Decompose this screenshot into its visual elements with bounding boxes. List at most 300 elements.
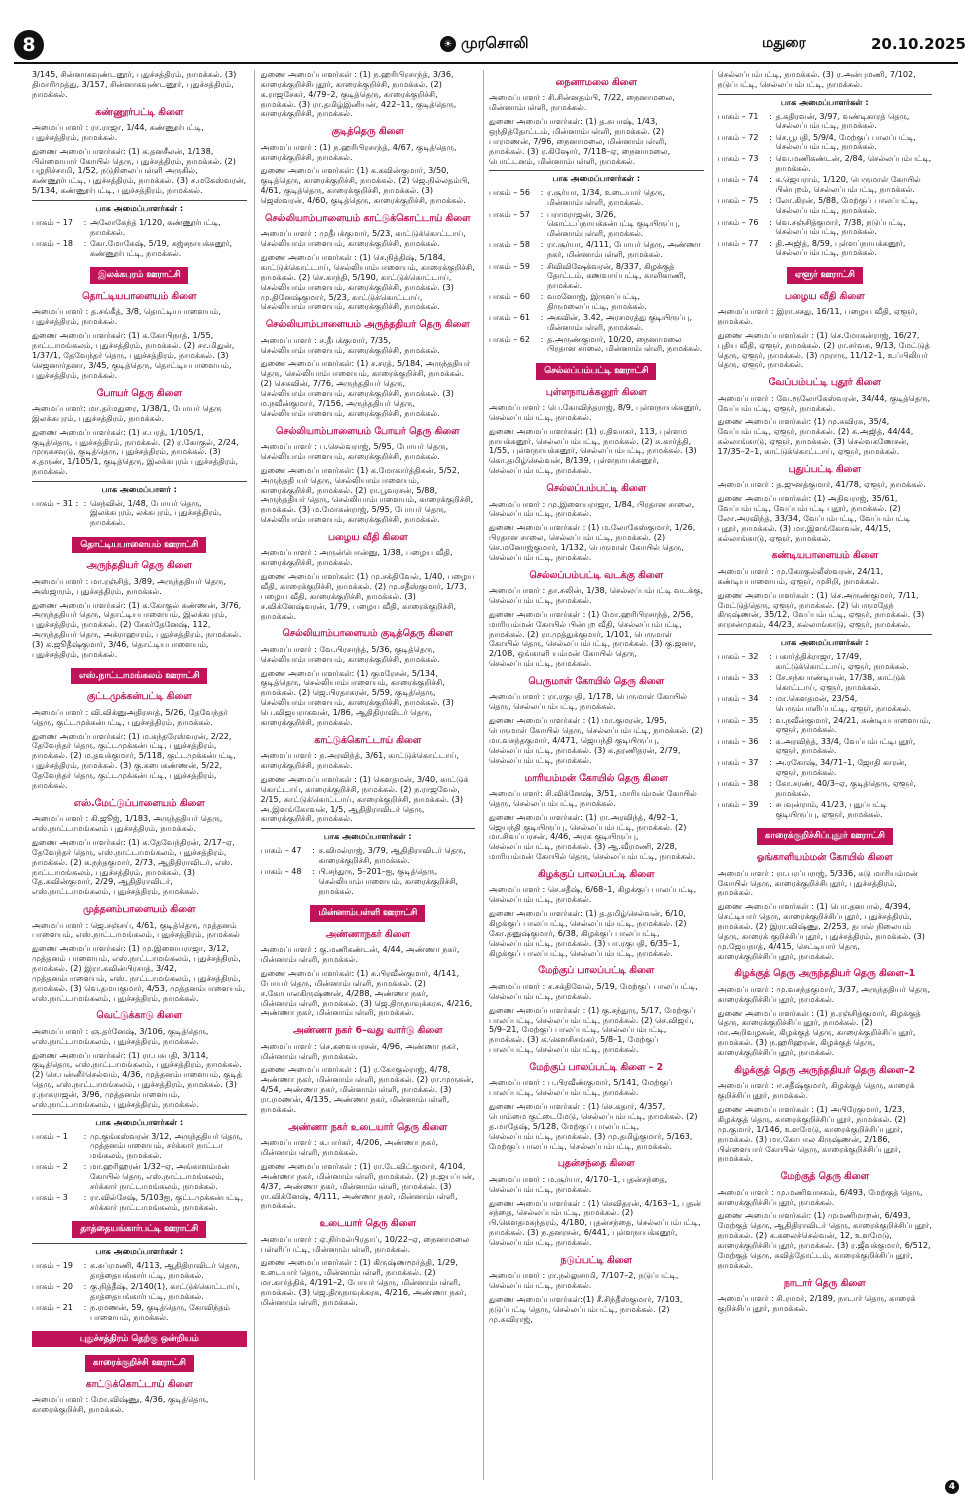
booth-row [718, 693, 933, 714]
member-entry: துணை அமைப்பாளர்கள்: (1) முமணிமாறன், 6/493, மேற்குத் தெரு, ஆதிதிராவிடர் தெரு, காரைக்குறிச்சிப்புதூர், நாமக்கல். (2) க.கலைச்செல்வன், 12, உளமேடு, காரைக்குறிச்சிப்புதூர், நாமக்கல். (3) ர.ஜீவக்குமார், 6/512, மேற்குத் தெரு, சுவித்தோட்டம், காரைக்குறிச்சிப்புதூர், நாமக்கல். [717, 1210, 932, 1270]
member-entry: அமைப்பாளர் : அருன்பொன்னு, 1/38, பழைய வீதி, காரைக்குறிச்சி, நாமக்கல். [260, 547, 453, 568]
member-entry: துணை அமைப்பாளர்கள் : (1) செ.மோகன்ராஜ், 16/27, புதிய வீதி, ஏளூர், நாமக்கல். (2) ரா.சர்வசு, 9/13, மேட்டுத் தெரு, ஏளூர், நாமக்கல். (3) முராரு, 11/12–1, உப்பிலியர் தெரு, ஏளூர், நாமக்கல். [717, 329, 930, 370]
booth-number: பாகம் – 31 : [32, 498, 79, 508]
booth-row [261, 845, 476, 866]
booth-organiser: க.ஜெயராம், 1/120, பெருமாள் கோயில் பின்புறம், செல்லப்பம்பட்டி, நாமக்கல். [775, 175, 921, 194]
member-entry: அமைப்பாளர் : இரா.சசது, 16/11, பழைய வீதி, ஏளூர், நாமக்கல். [717, 306, 918, 326]
section-rule [32, 481, 247, 482]
member-entry: அமைப்பாளர் : (1) ந.ஹரிபிரசாந்த், 4/67, குடித்தெரு, காரைக்குறிச்சி, நாமக்கல். [260, 141, 457, 162]
booth-organisers-table [32, 1260, 247, 1324]
booth-number: பாகம் – 19 [32, 1260, 73, 1270]
member-entry: துணை அமைப்பாளர்கள் : (1) பொ.தனபால், 4/394, செட்டியார் தெரு, காரைக்குறிச்சிப்புதூர், புதுச்சத்திரம், நாமக்கல். (2) இரா.விஷ்ணு, 2/253, தபால் நிலையம் தெரு, காரைக் குறிச்சிப்புதூர், புதுச்சத்திரம், நாமக்கல். (3) மு.ஜேயநாத், 4/415, செட்டியார் தெரு, காரைக்குறிச்சிப்புதூர், நாமக்கல். [717, 901, 925, 961]
booth-number: பாகம் – 76 [717, 217, 759, 227]
booth-number: பாகம் – 35 [717, 715, 759, 725]
booth-organisers-title: பாக அமைப்பாளர்கள் : [95, 1116, 184, 1127]
booth-organiser: ரா.வில்சேஷ், 5/103ஐ, குட்டமுக்கன்பட்டி, சர்க்கார் நாட்டாமங்கலம், நாமக்கல். [90, 1193, 244, 1212]
booth-number: பாகம் – 61 [489, 313, 530, 323]
booth-organiser: ரா.சூர்யா, 4/111, போயர் தெரு, அண்ணா நகர், மின்னாம்பள்ளி, நாமக்கல். [547, 240, 701, 259]
booth-organiser: செந்வின், 1/48, போயர் தெரு, இலக்கபுரம், லக்கபுரம், புதுச்சத்திரம், நாமக்கல். [90, 498, 222, 528]
booth-colon: : [769, 673, 772, 683]
branch-heading: செல்லப்பம்பட்டி வடக்கு கிளை [529, 569, 664, 581]
booth-number: பாகம் – 34 [717, 694, 759, 704]
booth-row [261, 866, 476, 897]
branch-heading: கிழக்குத் தெரு அருந்ததியர் தெரு கிளை–2 [734, 1064, 916, 1076]
booth-colon: : [769, 694, 772, 704]
member-entry: துணை அமைப்பாளர்கள்: (1) ச.பரத், 1/105/1, குடித்தெரு, புதுச்சத்திரம், நாமக்கல். (2) ர.கோகுல், 2/24, முருகசவுடு, குடித்தெரு, புதுச்சத்திரம், நாமக்கல். (3) ச.தருண், 1/105/1, குடித்தெரு, இலக்கபுரம் புதுச்சத்திரம், நாமக்கல். [32, 426, 239, 477]
member-entry: அமைப்பாளர் : ச.தீபக்குமார், 7/35, செல்லியாம்பாளையம், காரைக்குறிச்சி, நாமக்கல். [260, 334, 440, 355]
booth-row [489, 291, 704, 312]
branch-heading: செல்லியாம்பாளையம் குடித்தெரு கிளை [282, 628, 454, 640]
member-entry: அமைப்பாளர் : வி.விக்னுஅதிரசாத், 5/26, தேவேந்தர் தெரு, குட்டமுக்கன்பட்டி, புதுச்சத்திரம், நாமக்கல். [32, 706, 228, 727]
section-rule [32, 1243, 247, 1244]
member-entry: அமைப்பாளர் : வே.ரூலோகேஸ்வரன், 34/44, குடித்தெரு, வேப்பம்பட்டி, ஏளூர், நாமக்கல். [717, 392, 931, 413]
booth-number: பாகம் – 72 [717, 132, 759, 142]
member-entry: அமைப்பாளர் : கி.ஜூஜ், 1/183, அருந்ததியர் தெரு, எஸ்.நாட்டாமங்கலம் புதுச்சத்திரம், நாமக்கல். [32, 813, 223, 834]
booth-organiser: மு.குங்கஸ்வரன் 3/12, அருந்ததியர் தெரு, முத்தனம்பாளையம், சர்க்கார் நாட்டா மங்கலம், நாமக்கல். [90, 1131, 243, 1160]
booth-colon: : [540, 188, 544, 198]
member-entry: அமைப்பாளர் : த.சங்கீத், 3/8, தொட்டியபாளையம், புதுச்சத்திரம், நாமக்கல். [32, 306, 221, 327]
member-entry: துணை அமைப்பாளர்கள் : (1) கிருஷ்ணமூர்த்தி, 1/29, உடையார் தெரு, மின்னாம்பள்ளி, நாமக்கல். (2) மா.கார்த்திக், 4/191–2, போயர் தெரு, மின்னாம்பள்ளி, நாமக்கல். (3) ஜெ.திருநாவுக்கரசு, 4/216, அண்ணா நகர், மின்னாம்பள்ளி, நாமக்கல். [260, 1257, 467, 1307]
branch-heading: மேற்குத் தெரு கிளை [780, 1171, 870, 1183]
booth-organiser: ச.விமல்ராஜ், 3/79, ஆதிதிராவிடர் தெரு, காரைக்குறிச்சி, நாமக்கல். [318, 846, 466, 865]
header-rule [14, 62, 958, 64]
booth-colon: : [540, 261, 544, 271]
member-entry: அமைப்பாளர் : ரா.ராஜா, 1/44, கண்ணூர்பட்டி, புதுச்சத்திரம், நாமக்கல். [32, 122, 204, 142]
booth-organiser: கோ.மோகேஷ், 5/19, கஜ்சநாயக்கனூர், கண்ணூர்பட்டி, நாமக்கல். [90, 239, 233, 258]
member-entry: துணை அமைப்பாளர்கள்: (1) ம.சுந்தரேஸ்வரன், 2/22, தேவேந்தர் தெரு, குட்டமுக்கன்பட்டி, புதுச்சத்திரம், நாமக்கல். (2) ம.தவக்குமார், 5/118, குட்டமுக்கன்பட்டி, புதுச்சத்திரம், நாமக்கல். (3) கு.கபைகண்ணன், 5/22, தேவேந்தர் தெரு, குட்டமுக்கன்பட்டி, புதுச்சத்திரம், நாமக்கல். [32, 730, 236, 790]
member-entry: துணை அமைப்பாளர்கள் : (1) செ.கதார், 4/357, பொம்மை குட்டைமேடு, செல்லப்பம்பட்டி, நாமக்கல். (2) த.மாதேஷ், 5/128, மேற்குப் பாலப்பட்டி, செல்லப்பம்பட்டி, நாமக்கல். (3) மு.தமிழ்குமார், 5/163, மேற்குப் பாலப்பட்டி, செல்லப்பம்பட்டி, நாமக்கல். [489, 1101, 698, 1151]
branch-heading: அண்ணாநகர் கிளை [325, 928, 410, 940]
edition-city: மதுரை [762, 35, 806, 51]
branch-heading: அண்ணா நகர் உடையார் தெரு கிளை [288, 1121, 448, 1133]
booth-number: பாகம் – 77 [717, 238, 759, 248]
booth-organiser: பகார்த்திக்ராஜா, 17/49, காட்டுக்கொட்டாய், ஏளூர், நாமக்கல். [775, 651, 909, 671]
booth-colon: : [540, 313, 544, 323]
member-entry: அமைப்பாளர்: மா.தர்மதுரை, 1/38/1, போயர் தெரு இலக்கபுரம், புதுச்சத்திரம், நாமக்கல். [32, 402, 222, 423]
branch-heading: புள்ளநாயக்கனூர் கிளை [545, 386, 647, 398]
member-entry: அமைப்பாளர் : தா.சுலின், 1/38, செல்லப்பம்பட்டி வடக்கு, செல்லப்பம்பட்டி, நாமக்கல். [489, 585, 704, 605]
banner-label: ஏளூர் ஊராட்சி [787, 267, 863, 284]
section-rule [718, 94, 933, 95]
branch-heading: புதன்சந்தை கிளை [557, 1158, 635, 1170]
booth-number: பாகம் – 38 [717, 779, 759, 789]
member-entry: அமைப்பாளர் : மோ.விஷ்ணு, 4/36, குடித்தெரு, காரைக்குறிச்சி, நாமக்கல். [32, 1394, 209, 1415]
branch-heading: வெட்டுக்காடு கிளை [96, 1010, 183, 1022]
member-entry: அமைப்பாளர் : வே.பிரசாந்த், 5/36, குடித்தெரு, செல்லியாம்பாளையம், காரைக்குறிச்சி, நாமக்கல். [260, 643, 440, 664]
branch-heading: வேப்பம்பட்டி புதூர் கிளை [768, 377, 881, 389]
booth-number: பாகம் – 3 [32, 1193, 68, 1203]
booth-colon: : [769, 238, 772, 248]
banner-label: தொட்டியபாளையம் ஊராட்சி [72, 537, 206, 554]
branch-heading: பெருமாள் கோயில் தெரு கிளை [528, 676, 665, 688]
booth-colon: : [769, 153, 772, 163]
branch-heading: அருந்ததியர் தெரு கிளை [86, 560, 192, 572]
banner-label: புதுச்சத்திரம் தெற்கு ஒன்றியம் [32, 1331, 247, 1348]
booth-row [718, 111, 933, 132]
branch-heading: செல்லியாம்பாளையம் அருந்ததியர் தெரு கிளை [265, 319, 470, 331]
panchayat-banner [32, 1221, 247, 1238]
member-entry: துணை அமைப்பாளர்கள்: (1) குமரேசன், 5/134, குடித்தெரு, செல்லியாம்பாளையம், காரைக்குறிச்சி, நாமக்கல். (2) ஜெ.பிரதாகரன், 5/59, குடித்தெரு, செல்லியாம்பாளையம், காரைக்குறிச்சி, நாமக்கல். (3) பெ.விஜயராகவன், 1/86, ஆதிதிராவிடர் தெரு, காரைக்குறிச்சி, நாமக்கல். [260, 667, 454, 727]
masthead [440, 34, 529, 54]
column-4 [718, 70, 933, 1480]
member-entry: துணை அமைப்பாளர்கள்: (1) ரா.பசுபதி, 3/114, குடித்தெரு, எஸ்.நாட்டாமங்கலம், புதுச்சத்திரம், நாமக்கல். (2) செ.பன்னீர்செல்வம், 4/36, முத்தனம்பாளையம், குடித் தெரு, எஸ்.நாட்டாமங்கலம், புதுச்சத்திரம், நாமக்கல். (3) ர.நாகராஜன், 3/96, முத்தனம்பாளையம், எஸ்.நாட்டாமங்கலம், புதுச்சத்திரம், நாமக்கல். [32, 1049, 243, 1109]
booth-number: பாகம் – 21 [32, 1303, 73, 1313]
member-entry: துணை அமைப்பாளர்கள்: (1) மு.சக்திவேல், 1/40, பழைய வீதி, காரைக்குறிச்சி, நாமக்கல். (2) மு.சதீஸ்குமார், 1/73, பழைய வீதி, காரைக்குறிச்சி, நாமக்கல். (3) ச.விக்னேஷ்வரன், 1/79, பழைய வீதி, காரைக்குறிச்சி, நாமக்கல். [260, 571, 475, 621]
section-rule [32, 1114, 247, 1115]
branch-heading: உடையார் தெரு கிளை [319, 1218, 416, 1230]
booth-number: பாகம் – 56 [489, 188, 530, 198]
member-entry: அமைப்பாளர் : ஏ.நிர்மல்பிரதாப், 10/22–ஏ, நைனாமலை பள்ளிப்பட்டி, மின்னாம்பள்ளி, நாமக்கல். [260, 1233, 470, 1254]
branch-heading: மேற்குப் பாலப்பட்டி கிளை [538, 965, 655, 977]
member-entry: அமைப்பாளர் : கு.மணிகண்டன், 4/44, அண்ணா நகர், மின்னாம்பள்ளி, நாமக்கல். [260, 944, 460, 965]
member-entry: துணை அமைப்பாளர்கள் : (1) ந.ஹரிபிரசாந்த், 3/36, காரைக்குறிச்சிபுதூர், காரைக்குறிச்சி, நாமக்கல். (2) க.ராஜசேகர், 4/79–2, குடித்தெரு, காரைக்குறிச்சி, நாமக்கல். (3) ரா.தமிழ்இனியன், 422–11, குடித்தெரு, காரைக்குறிச்சி, நாமக்கல். [260, 70, 457, 119]
banner-label: செல்லப்பம்பட்டி ஊராட்சி [536, 363, 656, 380]
section-rule [261, 828, 476, 829]
page-number: 8 [14, 30, 44, 60]
member-entry: அமைப்பாளர் : ப.பிரவீண்குமார், 5/141, மேற்குப் பாலப்பட்டி, செல்லப்பம்பட்டி, நாமக்கல். [489, 1077, 673, 1098]
member-entry: அமைப்பாளர் : ரா.பரப்பராஜ், 5/336, சுடு மாரியம்மன் கோயில் தெரு, காரைக்குறிச்சிபுதூர், புதுச்சத்திரம், நாமக்கல். [717, 867, 918, 898]
booth-organisers-table [261, 845, 476, 897]
booth-organiser: கு.நித்தீஷ், 2/140(1), காட்டுக்கொட்டாய், தாத்தையங்கார்பட்டி, நாமக்கல். [90, 1282, 240, 1301]
booth-colon: : [769, 800, 772, 810]
booth-colon: : [83, 239, 87, 249]
panchayat-banner [32, 537, 247, 554]
booth-organiser: மா.ஹரிஹரன் 1/32–ஏ, அங்காளம்மன் கோயில் தெரு, எஸ்.நாட்டாமங்கலம், சர்க்கார் நாட்டாமங்கலம், நாமக்கல். [90, 1162, 230, 1191]
branch-heading: முத்தனம்பாளையம் கிளை [83, 904, 196, 916]
branch-heading: கிழக்குப் பாலப்பட்டி கிளை [537, 868, 655, 880]
booth-organiser: அலோகேந்த் 1/120, கண்ணூர்பட்டி, நாமக்கல். [90, 217, 221, 237]
member-entry: அமைப்பாளர் : க.பார்கர், 4/206, அண்ணா நகர், மின்னாம்பள்ளி, நாமக்கல். [260, 1137, 439, 1158]
booth-organisers-title: பாக அமைப்பாளர்கள் : [323, 831, 412, 842]
member-entry: துணை அமைப்பாளர்கள்: (1) க.தேவேந்திரன், 2/17–ஏ, தேவேந்தர் தெரு, எஸ்.நாட்டாமங்கலம், புதுச்சத்திரம், நாமக்கல். (2) க.நந்தகுமார், 2/73, ஆதிதிராவிடர், எஸ். நாட்டாமங்கலம், புதுச்சத்திரம், நாமக்கல். (3) தே.கவின்குமார், 2/29, ஆதிதிராவிடர், எஸ்.நாட்டாமங்கலம், புதுச்சத்திரம், நாமக்கல். [32, 836, 235, 897]
booth-organisers-table [489, 187, 704, 355]
booth-organiser: த.கதிரவன், 3/97, வண்டிகாரத் தெரு, செல்லப்பம்பட்டி, நாமக்கல். [775, 111, 910, 131]
booth-number: பாகம் – 75 [717, 196, 759, 206]
booth-organiser: மா.கௌதமன், 23/54, பெரும்பாளிப்பட்டி, ஏளூர், நாமக்கல். [775, 694, 912, 713]
booth-row [718, 672, 933, 693]
banner-label: மின்னாம்பள்ளி ஊராட்சி [310, 905, 425, 922]
member-entry: துணை அமைப்பாளர்கள்: (1) ரா.அரவிந்த், 4/92–1, ஜெயந்தி குடியிருப்பு, செல்லப்பம்பட்டி, நாமக்கல். (2) மா.சிவப்பரசன், 4/46, அரசு குடியிருப்பு, செல்லப்பம்பட்டி, நாமக்கல். (3) ஆ.வீரமணி, 2/28, மாரியம்மன் கோயில் தெரு, செல்லப்பம்பட்டி, நாமக்கல். [489, 811, 696, 862]
booth-colon: : [769, 217, 772, 227]
booth-colon: : [769, 757, 772, 767]
booth-row [32, 1260, 247, 1281]
branch-heading: போயர் தெரு கிளை [96, 387, 182, 399]
booth-organisers-title: பாக அமைப்பாளர் : [101, 483, 177, 494]
booth-row [718, 651, 933, 672]
panchayat-banner [32, 267, 247, 284]
booth-number: பாகம் – 37 [717, 757, 759, 767]
booth-colon: : [769, 196, 772, 206]
booth-colon: : [540, 334, 544, 344]
branch-heading: புதுப்பட்டி கிளை [788, 463, 861, 475]
booth-colon: : [769, 736, 772, 746]
booth-organisers-table [32, 1131, 247, 1214]
banner-label: தாத்தையங்கார்பட்டி ஊராட்சி [72, 1221, 206, 1238]
member-entry: துணை அமைப்பாளர்கள் : (1) ம.லோகேஸ்குமார், 1/26, பிரதான சாலை, செல்லப்பம்பட்டி, நாமக்கல். (2) செ.மனோஜ்குமார், 1/132, பெருமாள் கோயில் தெரு, செல்லப்பம்பட்டி, நாமக்கல். [489, 522, 696, 562]
member-entry: துணை அமைப்பாளர்கள்: (1) மு.சுவிரசு, 35/4, வேப்பம்பட்டி, ஏளூர், நாமக்கல். (2) சு.அஜித், 44/44, கல்லாங்காடு, ஏளூர், நாமக்கல். (3) செல்வகணேசன், 17/35–2–1, காட்டுக்கொட்டாய், ஏளூர், நாமக்கல். [717, 416, 914, 456]
branch-heading: மாரியம்மன் கோயில் தெரு கிளை [524, 772, 668, 784]
branch-heading: ஓங்காளியம்மன் கோயில் கிளை [756, 852, 893, 864]
branch-heading: காட்டுக்கொட்டாய் கிளை [85, 1378, 193, 1390]
booth-colon: : [83, 1282, 87, 1292]
booth-colon: : [769, 715, 772, 725]
member-entry: அமைப்பாளர் : ச.சக்திவேல், 5/19, மேற்குப் பாலப்பட்டி, செல்லப்பம்பட்டி, நாமக்கல். [489, 980, 698, 1001]
panchayat-banner [718, 267, 933, 284]
member-entry: துணை அமைப்பாளர்கள்: (1) க.கவின்குமார், 3/50, குடித்தெரு, காரைக்குறிச்சி, நாமக்கல். (2) ஜெ.நில்லதம்பி, 4/61, குடித்தெரு, காரைக்குறிச்சி, நாமக்கல். (3) ஜெஸ்வரன், 4/60, குடித்தெரு, காரைக்குறிச்சி, நாமக்கல். [260, 165, 470, 206]
booth-organiser: சே.சந்கபாண்டியன், 17/38, காட்டுக் கொட்டாய், ஏளூர், நாமக்கல். [775, 673, 906, 692]
booth-row [489, 261, 704, 292]
member-entry: அமைப்பாளர் : மு.இளையராஜா, 1/84, பிரதான சாலை, செல்லப்பம்பட்டி, நாமக்கல். [489, 498, 695, 519]
column-3 [489, 70, 704, 1480]
member-entry: துணை அமைப்பாளர்கள்: (1) த.தமிழ்செல்வன், 6/10, கிழக்குப் பாலப்பட்டி, செல்லப்பம்பட்டி, நாமக்கல். (2) கோ.தனுஷ்குமார், 6/38, கிழக்குப் பாலப்பட்டி, செல்லப்பம்பட்டி, நாமக்கல். (3) பா.ரகுபதி, 6/35–1, கிழக்குப் பாலப்பட்டி, செல்லப்பம்பட்டி, நாமக்கல். [489, 908, 687, 958]
booth-row [718, 217, 933, 238]
booth-colon: : [83, 1162, 87, 1172]
booth-number: பாகம் – 58 [489, 240, 530, 250]
member-entry: அமைப்பாளர் : ப.செல்வராஜ், 5/95, போயர் தெரு, செல்லியாம்பாளையம், காரைக்குறிச்சி, நாமக்கல். [260, 441, 449, 461]
banner-label: காரைக்குறிச்சி ஊராட்சி [85, 1355, 194, 1372]
booth-row [32, 1281, 247, 1302]
member-entry: துணை அமைப்பாளர்கள்: (1) அதிவராஜ், 35/61, வேப்பம்பட்டி, வேப்பம்பட்டி புதூர், நாமக்கல். (2) லோ.அரவிந்த், 33/34, வேப்பம்பட்டி, வேப்பம்பட்டி புதூர், நாமக்கல். (3) மா.இளங்கோவன், 44/15, கல்லாங்காடு, ஏளூர், நாமக்கல். [717, 493, 911, 543]
branch-heading: அண்ணா நகர் 6–வது வார்டு கிளை [292, 1025, 443, 1037]
member-entry: அமைப்பாளர் : த.ஜுனத்குமார், 41/78, ஏளூர், நாமக்கல். [717, 479, 926, 490]
booth-row [32, 1302, 247, 1323]
branch-heading: மேற்குப் பாலப்பட்டி கிளை – 2 [529, 1061, 664, 1073]
booth-row [32, 238, 247, 259]
booth-organiser: அ.ரகோஷ், 34/71–1, ஜோதி காரன், ஏளூர், நாமக்கல். [775, 757, 907, 777]
branch-heading: நாடார் தெரு கிளை [783, 1277, 866, 1289]
member-entry: செல்லப்பம்பட்டி, நாமக்கல். (3) ர.அன்புமணி, 7/102, நடுப்பட்டி, செல்லப்பம்பட்டி, நாமக்கல். [717, 70, 916, 89]
section-rule [489, 170, 704, 171]
booth-organiser: ர.சூர்யா, 1/34, உடையார் தெரு, மின்னாம்பள்ளி, நாமக்கல். [547, 188, 666, 207]
member-entry: அமைப்பாளர் : சி.சின்னதம்பி, 7/22, நைனாமலை, மின்னாம்பள்ளி, நாமக்கல். [489, 92, 675, 113]
booth-number: பாகம் – 33 [717, 673, 759, 683]
booth-row [718, 174, 933, 195]
booth-number: பாகம் – 62 [489, 334, 530, 344]
booth-organisers-title: பாக அமைப்பாளர்கள் : [95, 1246, 184, 1257]
member-entry: துணை அமைப்பாளர்கள்: (1) த.சுபாஷ், 1/43, ஒந்தித்தோட்டம், மின்னாம்பள்ளி, நாமக்கல். (2) பாரமணன், 7/96, நைனாமலை, மின்னாம்பள்ளி, நாமக்கல். (3) ர.கிஷோர், 7/118–ஏ, நைனாமலை, பொட்டனம், மின்னாம்பள்ளி, நாமக்கல். [489, 116, 671, 166]
booth-organiser: லோ.கிரன், 5/88, மேற்குப் பாலப்பட்டி, செல்லப்பம்பட்டி, நாமக்கல். [775, 196, 919, 215]
booth-row [718, 132, 933, 153]
booth-number: பாகம் – 36 [717, 736, 759, 746]
member-entry: அமைப்பாளர் : ஈ.சதீஷ்குமார், கிழக்குத் தெரு, காரைக் குறிச்சிப்புதூர், நாமக்கல். [717, 1080, 915, 1101]
booth-colon: : [540, 209, 544, 219]
member-entry: துணை அமைப்பாளர்கள் : (1) செ.அருண்குமார், 7/11, மேட்டுத்தெரு, ஏளூர், நாமக்கல். (2) பெருமதேந் கிருஷ்ணன், 35/12, வேப்பம்பட்டி, ஏளூர், நாமக்கல். (3) சாரசன்முகம், 44/23, கல்லாங்காடு, ஏளூர், நாமக்கல். [717, 589, 925, 630]
booth-organiser: பராமராஜன், 3/26, கொட்டப்நாயக்கன்பட்டி குடியிருப்பு, மின்னாம்பள்ளி, நாமக்கல். [547, 209, 681, 238]
member-entry: துணை அமைப்பாளர்கள் : (1) செவிதரன், 4/163–1, புதன் சந்தை, செல்லப்பம்பட்டி, நாமக்கல். (2) பி.கௌதமசுந்தரம், 4/180, புதன்சந்தை, செல்லப்பம்பட்டி, நாமக்கல். (3) ந.தனரசன், 6/441, புள்ளநாயக்கனூர், செல்லப்பம்பட்டி, நாமக்கல். [489, 1197, 702, 1248]
panchayat-banner [261, 905, 476, 922]
booth-number: பாகம் – 17 [32, 217, 73, 227]
member-entry: துணை அமைப்பாளர்கள்: (1) க.கோகுல் கண்ணன், 3/76, அருந்ததியர் தெரு, தொட்டியபாளையம், இலக்கபுரம், புதுச்சத்திரம், நாமக்கல். (2) சேகர்தேனேஷ், 112, அருந்ததியர் தெரு, அக்ராஹாரம், புதுச்சத்திரம், நாமக்கல். (3) க.ஜூதீஷ்குமார், 3/46, தொட்டியபாளையம், புதுச்சத்திரம், நாமக்கல். [32, 599, 242, 659]
booth-organiser: அகவின், 3.42, அரசமரத்து குடியிருப்பு, மின்னாம்பள்ளி, நாமக்கல். [547, 313, 693, 333]
member-entry: அமைப்பாளர் : ஞ.தர்னேஷ், 3/106, குடித்தெரு, எஸ்.நாட்டாமங்கலம், புதுச்சத்திரம், நாமக்கல். [32, 1025, 209, 1046]
booth-row [718, 195, 933, 216]
booth-organisers-table [32, 217, 247, 259]
member-entry: அமைப்பாளர் : ந.அரவிந்த், 3/61, காட்டுக்கொட்டாய், காரைக்குறிச்சி, நாமக்கல். [260, 750, 460, 771]
booth-organisers-title: பாக அமைப்பாளர்கள் : [780, 637, 869, 648]
booth-number: பாகம் – 60 [489, 292, 530, 302]
booth-colon: : [540, 240, 544, 250]
member-entry: துணை அமைப்பாளர்கள்: (1) க.கோபிநாத், 1/55, நாட்டாமங்கலம், புதுச்சத்திரம், நாமக்கல். (2) சா.மிதுன், 1/37/1, தேவேந்தர் தெரு, புதுச்சத்திரம், நாமக்கல். (3) செஜனார்தனா, 3/45, குடித்தெரு, தொட்டியபாளையம், புதுச்சத்திரம், நாமக்கல். [32, 330, 235, 380]
booth-row [32, 217, 247, 238]
booth-row [718, 799, 933, 820]
panchayat-banner [718, 828, 933, 845]
booth-colon: : [83, 217, 87, 227]
masthead-title: முரசொலி [461, 34, 529, 52]
booth-number: பாகம் – 32 [717, 651, 759, 661]
booth-row [718, 757, 933, 778]
section-rule [32, 200, 247, 201]
branch-heading: தொட்டியபாளையம் கிளை [82, 291, 197, 303]
column-2 [261, 70, 476, 1480]
page-continuation-marker: 4 [945, 1480, 959, 1494]
branch-heading: கிழக்குத் தெரு அருந்ததியர் தெரு கிளை–1 [734, 968, 916, 980]
member-entry: துணை அமைப்பாளர்கள் : (1) ரா.டேவிட்குமார், 4/104, அண்ணா நகர், மின்னாம்பள்ளி, நாமக்கல். (2) ந.ஜயப்பன், 4/37, அண்ணா நகர், மின்னாம்பள்ளி, நாமக்கல். (3) ரா.விக்னேஷ், 4/111, அண்ணா நகர், மின்னாம்பள்ளி, நாமக்கல். [260, 1160, 475, 1211]
member-entry: அமைப்பாளர் : சி.ராமர், 2/189, நாடார் தெரு, காரைக் குறிச்சிப்புதூர், நாமக்கல். [717, 1293, 916, 1313]
booth-colon: : [769, 779, 772, 789]
booth-number: பாகம் – 57 [489, 209, 530, 219]
booth-colon: : [769, 651, 772, 661]
masthead-logo-icon: ☀ [440, 36, 456, 52]
member-entry: துணை அமைப்பாளர்கள்: (1) ச.சரத், 5/184, அருந்ததியர் தெரு, செல்லியாம்பாளையம், காரைக்குறிச்சி, நாமக்கல். (2) செசுவின், 7/76, அருந்ததியர் தெரு, செல்லியாம்பாளையம், காரைக்குறிச்சி, நாமக்கல். (3) ம.நவீன்குமார், 7/156, அருந்ததியர் தெரு, செல்லியாம்பாளையம், காரைக்குறிச்சி, நாமக்கல். [260, 358, 471, 418]
booth-row [718, 238, 933, 259]
booth-number: பாகம் – 2 [32, 1162, 68, 1172]
booth-colon: : [769, 132, 772, 142]
panchayat-banner [489, 363, 704, 380]
banner-label: காரைக்குறிச்சிப்புதூர் ஊராட்சி [757, 828, 893, 845]
booth-organisers-table [718, 111, 933, 259]
branch-heading: பழைய வீதி கிளை [784, 290, 865, 302]
booth-row [32, 498, 247, 529]
member-entry: துணை அமைப்பாளர்கள் : (1) கௌதமன், 3/40, காட்டுக் கொட்டாய், காரைக்குறிச்சி, நாமக்கல். (2) ந.ராஜவேல், 2/15, காட்டுக்கொட்டாய், காரைக்குறிச்சி, நாமக்கல். (3) அ.இளங்கோவன், 1/5, ஆதிதிராவிடர் தெரு, காரைக்குறிச்சி, நாமக்கல். [260, 773, 469, 824]
member-entry: துணை அமைப்பாளர்கள்: (1) மு.இளையராஜா, 3/12, முத்தனம் பாளையம், எஸ்.நாட்டாமங்கலம், புதுச்சத்திரம், நாமக்கல். (2) இரா.கவின்பிரசாத், 3/42, முத்தனம்பாளையம், எஸ். நாட்டாமங்கலம், புதுச்சத்திரம், நாமக்கல். (3) வெ.தமயகுமார், 4/53, முத்தனம்பாளையம், எஸ்.நாட்டாமங்கலம், புதுச்சத்திரம், நாமக்கல். [32, 943, 246, 1003]
edition-date: 20.10.2025 [871, 35, 966, 53]
branch-heading: செல்லியாம்பாளையம் காட்டுக்கொட்டாய் கிளை [265, 212, 471, 224]
member-entry: துணை அமைப்பாளர்கள் : (1) ர.கோகுல்ராஜ், 4/78, அண்ணா நகர், மின்னாம்பள்ளி, நாமக்கல். (2) ரா.முருகன், 4/54, அண்ணா நகர், மின்னாம்பள்ளி, நாமக்கல். (3) ரா.ரமணன், 4/135, அண்ணா நகர், மின்னாம்பள்ளி, நாமக்கல். [260, 1064, 474, 1114]
booth-organisers-title: பாக அமைப்பாளர்கள் : [95, 203, 184, 214]
member-entry: அமைப்பாளர் : ம.சூர்யா, 4/170–1, புதன்சந்தை, செல்லப்பம்பட்டி, நாமக்கல். [489, 1173, 668, 1194]
branch-heading: நைனாமலை கிளை [555, 77, 637, 88]
column-1 [32, 70, 247, 1480]
booth-organiser: வெ.சஞ்சித்குமார், 7/38, நடுப்பட்டி, செல்லப்பம்பட்டி, நாமக்கல். [775, 217, 906, 237]
member-entry: துணை அமைப்பாளர்கள் : (1) செ.நித்திஷ், 5/184, காட்டுக்கொட்டாய், செல்லியாம்பாளையம், காரைக்குறிச்சி, நாமக்கல். (2) செ.காந்தி, 5/190, காட்டுக்கொட்டாய், செல்லியாம்பாளையம், காரைக்குறிச்சி, நாமக்கல். (3) மு.தினேஷ்குமார், 5/23, காட்டுக்கொட்டாய், செல்லியாம்பாளையம், காரைக்குறிச்சி, நாமக்கல். [260, 252, 475, 312]
booth-organiser: வெ.மணிகண்டன், 2/84, செல்லப்பம்பட்டி, நாமக்கல். [775, 153, 932, 173]
booth-row [489, 209, 704, 240]
member-entry: அமைப்பாளர் : ரா.நல்லுசாமி, 7/107–2, நடுப்பட்டி, செல்லப்பம்பட்டி, நாமக்கல். [489, 1270, 679, 1291]
booth-organiser: சு.அரவிந்த், 33/4, வேப்பம்பட்டிபுதூர், ஏளூர், நாமக்கல். [775, 736, 916, 756]
branch-heading: செல்லப்பம்பட்டி கிளை [546, 483, 647, 495]
union-banner [32, 1331, 247, 1348]
booth-colon: : [83, 1260, 87, 1270]
member-entry: அமைப்பாளர் : மா.ரஞ்சித், 3/89, அருந்ததியர் தெரு, அஸ்ஜாரம், புதுச்சத்திரம், நாமக்கல். [32, 575, 227, 596]
booth-number: பாகம் – 47 [260, 846, 302, 856]
booth-organiser: செ.பூபதி, 5/9/4, மேற்குப் பாலப்பட்டி, செல்லப்பம்பட்டி, நாமக்கல். [775, 132, 916, 152]
booth-colon: : [769, 111, 772, 121]
page-header [0, 0, 972, 62]
branch-heading: குட்டமுக்கன்பட்டி கிளை [86, 691, 192, 703]
booth-row [489, 187, 704, 208]
member-entry: அமைப்பாளர் : செ.கவையரசன், 4/96, அண்ணா நகர், மின்னாம்பள்ளி, நாமக்கல். [260, 1040, 459, 1061]
booth-row [32, 1131, 247, 1162]
banner-label: எஸ்.நாட்டாமங்கலம் ஊராட்சி [71, 668, 207, 685]
booth-organisers-table [718, 651, 933, 821]
booth-organiser: வமனோஜ், இருளப்பட்டி, திருமலைப்பட்டி, நாமக்கல். [547, 292, 647, 311]
booth-organiser: த.அருண்குமார், 10/20, நைனாமலை பிரதான சாலை, மின்னாம்பள்ளி, நாமக்கல். [547, 334, 703, 354]
article-columns [32, 70, 932, 1480]
member-entry: துணை அமைப்பாளர்கள் : (1) கு.சந்துரு, 5/17, மேற்குப் பாலப்பட்டி, செல்லப்பம்பட்டி, நாமக்கல். (2) செ.விஜய், 5/9–21, மேற்குப் பாலப்பட்டி, செல்லப்பம்பட்டி, நாமக்கல். (3) க.கௌசிசங்கர், 5/8–1, மேற்குப் பாலப்பட்டி, செல்லப்பம்பட்டி, நாமக்கல். [489, 1004, 696, 1055]
member-entry: அமைப்பாளர் : முதீபக்குமார், 5/23, காட்டுக்கொட்டாய், செல்லியாம்பாளையம், காரைக்குறிச்சி, நாமக்கல். [260, 228, 466, 249]
booth-colon: : [540, 292, 544, 302]
member-entry: அமைப்பாளர் : மு.வசந்தகுமார், 3/37, அருந்ததியர் தெரு, காரைக்குறிச்சிப்புதூர், நாமக்கல். [717, 983, 931, 1004]
branch-heading: காட்டுக்கொட்டாய் கிளை [314, 734, 422, 746]
member-entry: அமைப்பாளர் : ரா.ரகுபதி, 1/178, பெருமாள் கோயில் தெரு, செல்லப்பம்பட்டி, நாமக்கல். [489, 691, 688, 712]
member-entry: துணை அமைப்பாளர்கள்:(1) சீ.சிந்தீஸ்குமார், 7/103, நடுப்பட்டி தெரு, செல்லப்பம்பட்டி, நாமக்கல். (2) மு.சுவிராஜ், [489, 1294, 683, 1324]
booth-organiser: ந.ரமணன், 59, குடித்தெரு, கோவிந்தம் பாளையம், நாமக்கல். [90, 1303, 230, 1322]
booth-colon: : [83, 1193, 87, 1203]
booth-row [718, 736, 933, 757]
booth-colon: : [312, 846, 315, 856]
booth-row [489, 312, 704, 333]
member-entry: துணை அமைப்பாளர்கள் : (1) ந.ரஞ்சித்குமார், கிழக்குத் தெரு, காரைக்குறிச்சிப்புதூர், நாமக்கல். (2) மா.அறிவழகன், கிழக்குத் தெரு, காரைக்குறிச்சிப்புதூர், நாமக்கல். (3) ந.ஹரிஹரன், கிழக்குத் தெரு, காரைக்குறிச்சிப்புதூர், நாமக்கல். [717, 1007, 921, 1058]
booth-number: பாகம் – 71 [717, 111, 759, 121]
branch-heading: கண்டியபாளையம் கிளை [771, 550, 878, 562]
member-entry: துணை அமைப்பாளர்கள் : (1) மா.குமரன், 1/95, பெருமாள் கோயில் தெரு, செல்லப்பம்பட்டி, நாமக்கல். (2) மா.வசந்தகுமார், 4/471, ஜெயந்தி குடியிருப்பு, செல்லப்பம்பட்டி, நாமக்கல். (3) க.தரணிதரன், 2/79, செல்லப்பம்பட்டி, நாமக்கல். [489, 715, 703, 765]
member-entry: அமைப்பாளர் : பெ.கோவிந்தராஜ், 8/9, புள்ளநாயக்கனூர், செல்லப்பம்பட்டி, நாமக்கல். [489, 402, 702, 422]
member-entry: அமைப்பாளர் : மு.மணிவாசகம், 6/493, மேற்குத் தெரு, காரைக்குறிச்சிப்புதூர், நாமக்கல். [717, 1186, 923, 1207]
member-entry: அமைப்பாளர் : ஜெ.சஞ்சய், 4/61, குடித்தெரு, முத்தனம் பாளையம், எஸ்.நாட்டாமங்கலம், புதுச்சத்திரம், நாமக்கல் [32, 919, 240, 940]
member-entry: துணை அமைப்பாளர்கள் : (1) மோ.ஹரிபிரசாந்த், 2/56, மாரியம்மன் கோயில் பின்புற வீதி, செல்லப்பம்பட்டி, நாமக்கல். (2) ரா.முத்துக்குமார், 1/101, பெருமாள் கோயில் தெரு, செல்லப்பம்பட்டி, நாமக்கல். (3) கு.ஜனா, 2/108, ஒங்காளி யம்மன் கோயில் தெரு, செல்லப்பம்பட்டி, நாமக்கல். [489, 608, 697, 669]
booth-organiser: சிவிவிஷேக்வரன், 8/337, கிழக்குத் தோட்டம், கணவாய்பட்டி, காளிகாணி, நாமக்கல். [547, 261, 686, 290]
booth-organiser: கோ.சரண், 40/3–ஏ, குடித்தெரு, ஏளூர், நாமக்கல். [775, 779, 916, 798]
branch-heading: எஸ்.மேட்டுப்பாளையம் கிளை [73, 797, 205, 809]
booth-number: பாகம் – 59 [489, 261, 530, 271]
branch-heading: செல்லியாம்பாளையம் போயர் தெரு கிளை [276, 425, 460, 437]
booth-colon: : [769, 175, 772, 185]
booth-row [489, 239, 704, 260]
member-entry: துணை அமைப்பாளர்கள்: (1) ர.திவாகர், 113, புள்ளம நாயக்கனூர், செல்லப்பம்பட்டி, நாமக்கல். (2) சு.கார்த்தி, 1/55, புள்ளநாயக்கனூர், செல்லப்பம்பட்டி, நாமக்கல். (3) கொ.தமிழ்செல்வன், 8/139, புள்ளநாயக்கனூர், செல்லப்பம்பட்டி, நாமக்கல். [489, 425, 697, 476]
booth-colon: : [83, 498, 87, 508]
section-rule [718, 634, 933, 635]
member-entry: துணை அமைப்பாளர்கள்: (1) க.தனசீலன், 1/138, பிள்ளையார் கோயில் தெரு, புதுச்சத்திரம், நாமக்கல். (2) பழநிச்சாமி, 1/52, நடுநிலைப்பள்ளி அருகில், கண்ணூர்பட்டி, புதுச்சத்திரம், நாமக்கல். (3) ச.மகேஸ்வரன், 5/134, கண்ணூர்பட்டி, புதுச்சத்திரம், நாமக்கல். [32, 145, 247, 196]
member-entry: துணை அமைப்பாளர்கள்: (1) க.மோகார்த்திகன், 5/52, அருந்ததி யர் தெரு, செல்லியாம்பாளையம், காரைக்குறிச்சி, நாமக்கல். (2) ரா.பூவரசன், 5/88, அருந்ததியர் தெரு, செல்லியாம்பாளையம், காரைக்குறிச்சி, நாமக்கல். (3) ம.மோகன்ராஜ், 5/95, போயர் தெரு, செல்லியாம்பாளையம், காரைக்குறிச்சி, நாமக்கல். [260, 464, 474, 525]
member-entry: துணை அமைப்பாளர்கள்: (1) சு.பிரவீன்குமார், 4/141, போயர் தெரு, மின்னாம்பள்ளி, நாமக்கல். (2) ச.கோபாலகிருஷ்ணன், 4/288, அண்ணா நகர், மின்னாம்பள்ளி, நாமக்கல். (3) ஜெ.திருநாவுக்கரசு, 4/216, அண்ணா நகர், மின்னாம்பள்ளி, நாமக்கல். [260, 968, 473, 1018]
banner-label: இலக்கபுரம் ஊராட்சி [90, 267, 188, 284]
booth-organisers-table [32, 498, 247, 529]
branch-heading: கண்ணூர்பட்டி கிளை [95, 106, 184, 118]
booth-organiser: சபவுன்ராம், 41/23, புதுப்பட்டி குடியிருப்பு, ஏளூர், நாமக்கல். [775, 800, 887, 819]
booth-number: பாகம் – 74 [717, 175, 759, 185]
booth-row [32, 1161, 247, 1192]
branch-heading: பழைய வீதி கிளை [327, 531, 408, 543]
booth-row [718, 715, 933, 736]
booth-colon: : [83, 1303, 87, 1313]
booth-number: பாகம் – 48 [260, 867, 302, 877]
branch-heading: நடுப்பட்டி கிளை [560, 1254, 633, 1266]
branch-heading: குடித்தெரு கிளை [331, 126, 404, 138]
booth-row [718, 778, 933, 799]
booth-row [718, 153, 933, 174]
booth-organiser: க.சுப்ரமணி, 4/113, ஆதிதிராவிடர் தெரு, தாத்தையங்கார்பட்டி, நாமக்கல். [90, 1260, 240, 1280]
member-entry: அமைப்பாளர்: சி.விக்னேஷ், 3/51, மாரியம்மன் கோயில் தெரு, செல்லப்பம்பட்டி, நாமக்கல். [489, 787, 697, 808]
panchayat-banner [32, 668, 247, 685]
booth-organiser: வ.நவீன்குமார், 24/21, கண்டியபாளையம், ஏளூர், நாமக்கல். [775, 715, 931, 735]
booth-number: பாகம் – 18 [32, 239, 73, 249]
booth-colon: : [312, 867, 315, 877]
booth-number: பாகம் – 73 [717, 153, 759, 163]
booth-colon: : [83, 1131, 87, 1141]
panchayat-banner [32, 1355, 247, 1372]
booth-row [489, 334, 704, 355]
member-entry: 3/145, சின்னாகவுண்டனூர், புதுச்சத்திரம், நாமக்கல். (3) திமாரிமுத்து, 3/157, சின்னாகவுண்டனூர், புதுச்சத்திரம், நாமக்கல். [32, 70, 237, 99]
